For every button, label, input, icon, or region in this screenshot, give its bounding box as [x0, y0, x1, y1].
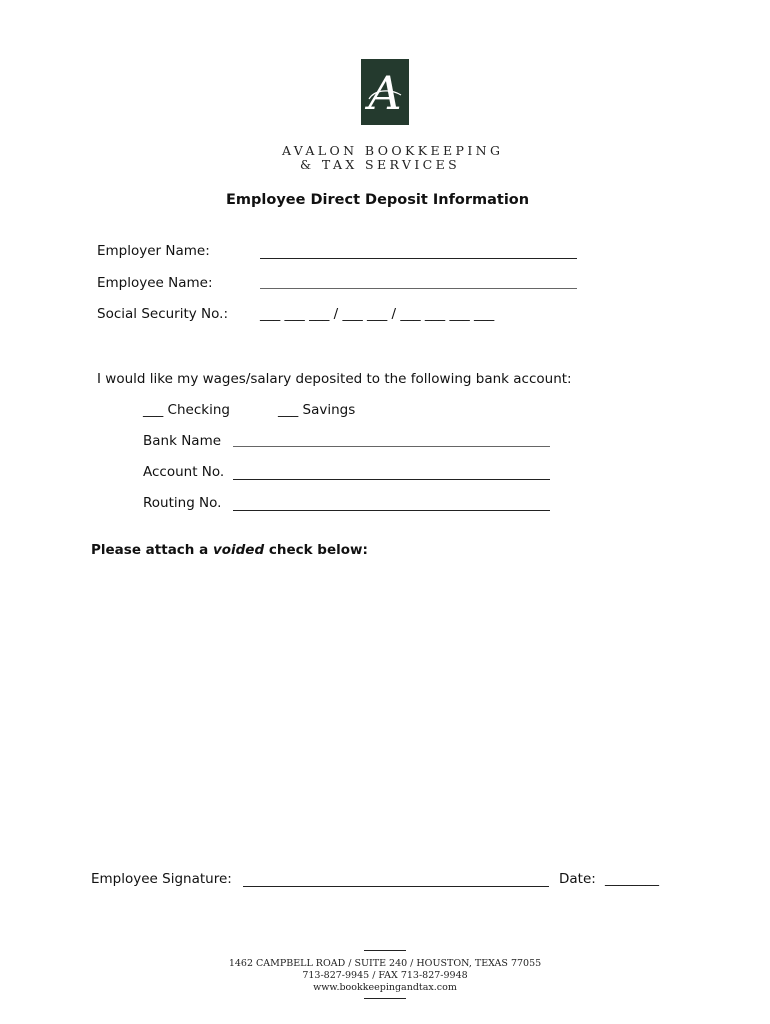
ssn-label: Social Security No.:: [97, 306, 229, 322]
attach-prefix: Please attach a: [91, 542, 213, 558]
signature-label: Employee Signature:: [91, 871, 232, 887]
bank-intro-text: I would like my wages/salary deposited to the following bank account:: [97, 371, 572, 387]
footer-website: www.bookkeepingandtax.com: [313, 982, 457, 993]
logo-letter: A: [368, 66, 402, 120]
date-field[interactable]: ________: [605, 871, 659, 887]
brand-line-1: AVALON BOOKKEEPING: [282, 143, 504, 158]
footer-address: 1462 CAMPBELL ROAD / SUITE 240 / HOUSTON, TEXAS 77055: [228, 958, 542, 969]
routing-no-field[interactable]: [233, 510, 550, 511]
signature-field[interactable]: [243, 886, 549, 887]
account-no-field[interactable]: [233, 479, 550, 480]
footer-rule-bottom: [364, 998, 406, 999]
footer-phone: 713-827-9945 / FAX 713-827-9948: [302, 970, 468, 981]
attach-suffix: check below:: [264, 542, 368, 558]
checking-option[interactable]: ___ Checking: [143, 402, 230, 418]
employer-name-field[interactable]: [260, 258, 577, 259]
bank-name-label: Bank Name: [143, 433, 222, 449]
footer-rule-top: [364, 950, 406, 951]
employee-name-field[interactable]: [260, 288, 577, 289]
attach-check-instruction: [91, 542, 368, 558]
employee-name-label: Employee Name:: [97, 275, 213, 291]
account-no-label: Account No.: [143, 464, 225, 480]
savings-option[interactable]: ___ Savings: [278, 402, 356, 418]
routing-no-label: Routing No.: [143, 495, 222, 511]
date-label: Date:: [559, 871, 596, 887]
brand-line-2: & TAX SERVICES: [300, 157, 461, 172]
employer-name-label: Employer Name:: [97, 243, 210, 259]
page-title: Employee Direct Deposit Information: [226, 192, 530, 208]
company-logo: [361, 59, 409, 125]
bank-name-field[interactable]: [233, 446, 550, 447]
ssn-field[interactable]: ___ ___ ___ / ___ ___ / ___ ___ ___ ___: [260, 306, 495, 322]
attach-emphasis: voided: [212, 542, 265, 558]
